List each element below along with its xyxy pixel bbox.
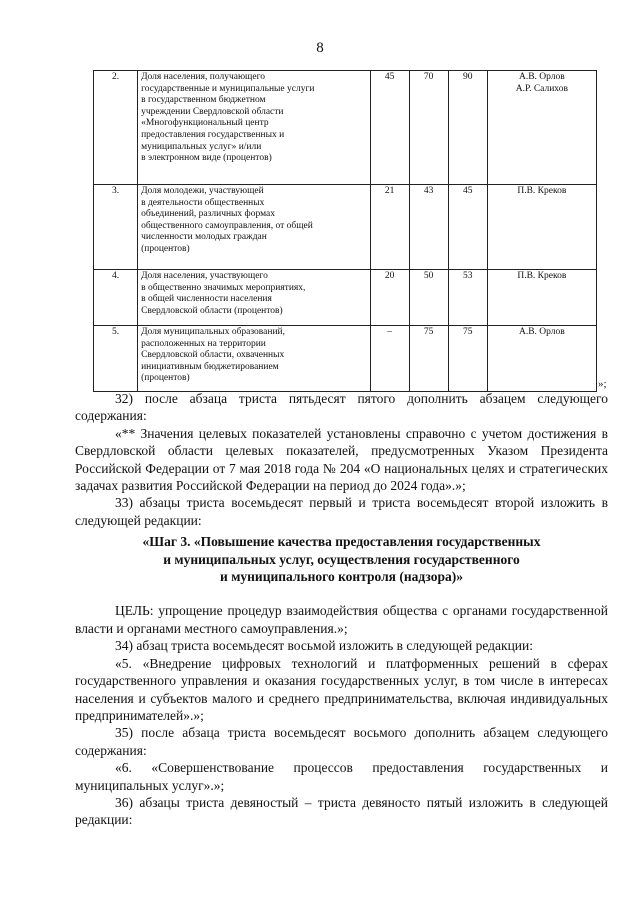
value-1: 45 xyxy=(370,71,409,185)
paragraph: 35) после абзаца триста восемьдесят восьмого дополнить абзацем следующего содержания: xyxy=(75,725,608,758)
document-body xyxy=(75,390,608,829)
row-number: 2. xyxy=(94,71,138,185)
value-2: 50 xyxy=(409,270,448,326)
indicators-table xyxy=(93,70,597,392)
value-3: 75 xyxy=(448,326,487,392)
indicator-name: Доля населения, участвующего в общественно значимых мероприятиях, в общей численности населения Свердловской области (процентов) xyxy=(138,270,370,326)
table-row xyxy=(94,71,597,185)
value-1: 20 xyxy=(370,270,409,326)
table-row xyxy=(94,270,597,326)
value-3: 90 xyxy=(448,71,487,185)
row-number: 3. xyxy=(94,185,138,270)
indicator-name: Доля населения, получающего государственные и муниципальные услуги в государственном бюджетном учреждении Свердловской области «Многофункциональный центр предоставления государственных и муниципальных услуг» и/или в электронном виде (процентов) xyxy=(138,71,370,185)
indicator-name: Доля молодежи, участвующей в деятельности общественных объединений, различных формах общественного самоуправления, от общей численности молодых граждан (процентов) xyxy=(138,185,370,270)
paragraph: «** Значения целевых показателей установлены справочно с учетом достижения в Свердловской области целевых показателей, предусмотренных Указом Президента Российской Федерации от 7 мая 2018 года № 204 «О национальных целях и стратегических задачах развития Российской Федерации на период до 2024 года».»; xyxy=(75,425,608,494)
page-number: 8 xyxy=(316,40,324,56)
paragraph: 34) абзац триста восемьдесят восьмой изложить в следующей редакции: xyxy=(115,638,533,654)
responsible: А.В. Орлов А.Р. Салихов xyxy=(487,71,596,185)
step-heading: «Шаг 3. «Повышение качества предоставления государственных и муниципальных услуг, осуществления государственного и муниципального контроля (надзора)» xyxy=(142,534,541,585)
responsible: А.В. Орлов xyxy=(487,326,596,392)
value-2: 75 xyxy=(409,326,448,392)
table-row xyxy=(94,185,597,270)
paragraph: 32) после абзаца триста пятьдесят пятого дополнить абзацем следующего содержания: xyxy=(75,391,608,424)
value-3: 53 xyxy=(448,270,487,326)
paragraph: ЦЕЛЬ: упрощение процедур взаимодействия общества с органами государственной власти и органами местного самоуправления.»; xyxy=(75,603,608,636)
value-3: 45 xyxy=(448,185,487,270)
paragraph: «5. «Внедрение цифровых технологий и платформенных решений в сферах государственного управления и оказания государственных услуг, в том числе в интересах населения и субъектов малого и среднего предпринимательства, включая индивидуальных предпринимателей».»; xyxy=(75,655,608,723)
value-1: – xyxy=(370,326,409,392)
table-closing-mark: »; xyxy=(598,378,607,390)
value-1: 21 xyxy=(370,185,409,270)
row-number: 5. xyxy=(94,326,138,392)
row-number: 4. xyxy=(94,270,138,326)
responsible: П.В. Креков xyxy=(487,270,596,326)
table-row xyxy=(94,326,597,392)
value-2: 43 xyxy=(409,185,448,270)
paragraph: «6. «Совершенствование процессов предоставления государственных и муниципальных услуг».»; xyxy=(75,760,608,793)
responsible: П.В. Креков xyxy=(487,185,596,270)
indicator-name: Доля муниципальных образований, расположенных на территории Свердловской области, охваченных инициативным бюджетированием (процентов) xyxy=(138,326,370,392)
value-2: 70 xyxy=(409,71,448,185)
paragraph: 36) абзацы триста девяностый – триста девяносто пятый изложить в следующей редакции: xyxy=(75,794,608,828)
paragraph: 33) абзацы триста восемьдесят первый и триста восемьдесят второй изложить в следующей редакции: xyxy=(75,495,608,528)
